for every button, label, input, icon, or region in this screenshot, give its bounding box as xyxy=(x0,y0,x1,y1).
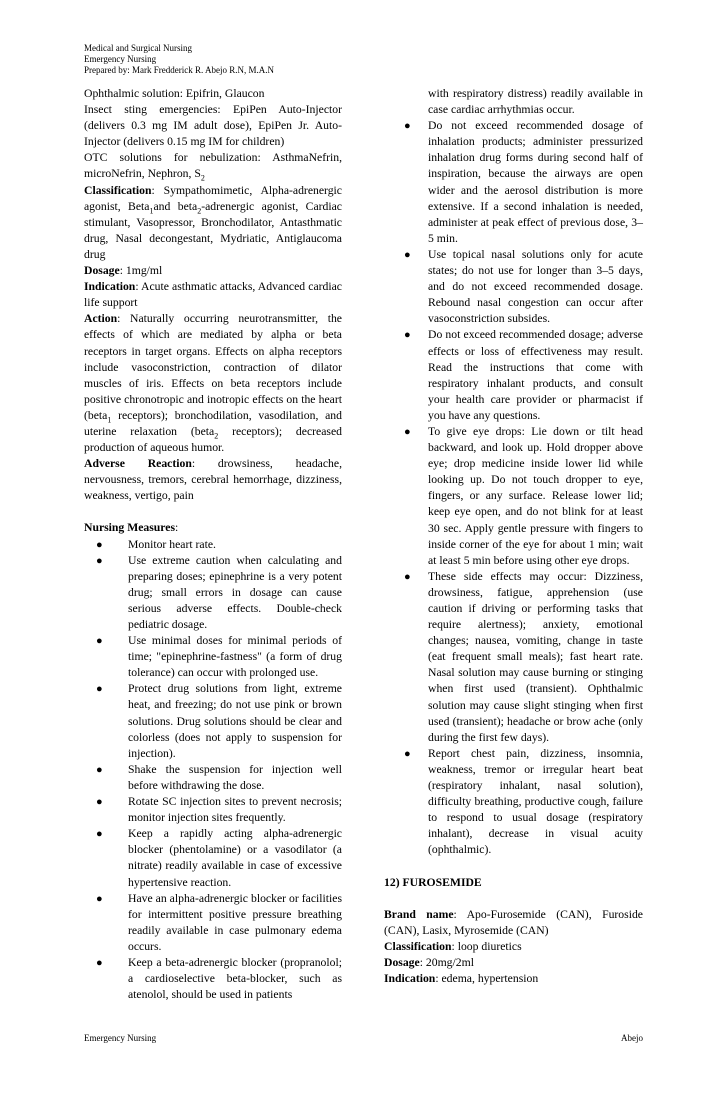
header-author: Prepared by: Mark Fredderick R. Abejo R.N, M.A.N xyxy=(84,65,274,75)
bullet-icon: ● xyxy=(404,425,411,438)
bullet-icon: ● xyxy=(96,956,103,969)
insect-sting: Insect sting emergencies: EpiPen Auto-Injector (delivers 0.3 mg IM adult dose), EpiPen Jr. Auto-Injector (delivers 0.15 mg IM for children) xyxy=(84,103,342,149)
page-footer xyxy=(84,1033,643,1043)
list-item: ● Monitor heart rate. xyxy=(84,537,342,553)
list-item: ● Use extreme caution when calculating and preparing doses; epinephrine is a very potent drug; small errors in dosage can cause serious adverse effects. Double-check pediatric dosage. xyxy=(96,553,342,631)
action-paragraph: Action: Naturally occurring neurotransmitter, the effects of which are mediated by alpha or beta receptors in target organs. Effects on alpha receptors include vasoconstriction, contraction of dilator muscles of iris. Effects on beta receptors include positive chronotropic and inotropic effects on the heart (beta$_1$ receptors); bronchodilation, vasodilation, and uterine relaxation (beta$_2$ receptors); decreased production of aqueous humor. xyxy=(84,312,342,455)
classification-paragraph: Classification: Sympathomimetic, Alpha-adrenergic agonist, Beta$_1$and beta$_2$-adrenergic agonist, Cardiac stimulant, Vasopressor, Bronchodilator, Antasthmatic drug, Nasal decongestant, Mydriatic, Antiglaucoma drug xyxy=(84,183,342,261)
list-item: ● Keep a beta-adrenergic blocker (propranolol; a cardioselective beta-blocker, such as atenolol, should be used in patients xyxy=(96,955,342,1002)
list-item: ● Do not exceed recommended dosage of inhalation products; administer pressurized inhalation drug forms during second half of inspiration, because the airways are open wider and the aerosol distribution is more extensive. If a second inhalation is needed, administer at peak effect of previous dose, 3–5 min. xyxy=(404,119,643,245)
otc-solutions: OTC solutions for nebulization: AsthmaNefrin, microNefrin, Nephron, $S_2$ xyxy=(84,151,342,183)
list-item: ● Report chest pain, dizziness, insomnia, weakness, tremor or irregular heart beat (respiratory inhalant, nasal solution), difficulty breathing, productive cough, failure to respond to usual dosage (respiratory inhalant), decrease in visual acuity (ophthalmic). xyxy=(404,746,643,857)
adverse-paragraph: Adverse Reaction: drowsiness, headache, nervousness, tremors, cerebral hemorrhage, dizziness, weakness, vertigo, pain xyxy=(84,457,342,503)
ophthalmic-solution: Ophthalmic solution: Epifrin, Glaucon xyxy=(84,87,265,100)
right-column xyxy=(384,86,643,987)
bullet-icon: ● xyxy=(404,747,411,760)
indication-paragraph: Indication: Acute asthmatic attacks, Advanced cardiac life support xyxy=(84,280,342,310)
left-column xyxy=(84,86,342,1003)
bullet-icon: ● xyxy=(96,763,103,776)
list-item: ● Protect drug solutions from light, extreme heat, and freezing; do not use pink or brown solutions. Drug solutions should be clear and colorless (does not apply to suspension for injection). xyxy=(96,682,342,760)
list-item: ● Keep a rapidly acting alpha-adrenergic blocker (phentolamine) or a vasodilator (a nitrate) readily available in case of excessive hypertensive reaction. xyxy=(96,827,342,889)
list-item-continuation: with respiratory distress) readily available in case cardiac arrhythmias occur. xyxy=(428,87,643,117)
bullet-icon: ● xyxy=(96,554,103,567)
bullet-icon: ● xyxy=(404,570,411,583)
brand-name-paragraph: Brand name: Apo-Furosemide (CAN), Furoside (CAN), Lasix, Myrosemide (CAN) xyxy=(384,907,643,937)
furosemide-dosage: Dosage: 20mg/2ml xyxy=(384,955,474,969)
bullet-icon: ● xyxy=(96,683,103,696)
list-item: ● Use topical nasal solutions only for acute states; do not use for longer than 3–5 days, and do not exceed recommended dosage. Rebound nasal congestion can occur after vasoconstriction subsides. xyxy=(404,247,643,326)
furosemide-classification: Classification: loop diuretics xyxy=(384,939,522,953)
header-course: Medical and Surgical Nursing xyxy=(84,43,193,53)
bullet-icon: ● xyxy=(96,538,103,551)
nursing-measures-heading: Nursing Measures: xyxy=(84,521,179,535)
bullet-icon: ● xyxy=(96,892,103,905)
nursing-measures-list-continued xyxy=(384,118,643,858)
furosemide-indication: Indication: edema, hypertension xyxy=(384,971,539,985)
list-item: ● Shake the suspension for injection well before withdrawing the dose. xyxy=(96,762,342,792)
bullet-icon: ● xyxy=(404,248,411,261)
dosage-paragraph: Dosage: 1mg/ml xyxy=(84,264,163,278)
list-item: ● Do not exceed recommended dosage; adverse effects or loss of effectiveness may result. Read the instructions that come with respiratory inhalant products, and consult your health care provider or pharmacist if you have any questions. xyxy=(404,328,643,422)
list-item: ● Rotate SC injection sites to prevent necrosis; monitor injection sites frequently. xyxy=(96,795,342,825)
bullet-icon: ● xyxy=(404,329,411,342)
footer-right: Abejo xyxy=(621,1033,643,1043)
list-item: ● These side effects may occur: Dizziness, drowsiness, fatigue, apprehension (use caution if driving or performing tasks that require alertness); anxiety, emotional changes; nausea, vomiting, change in taste (eat frequent small meals); fast heart rate. Nasal solution may cause burning or stinging when first used (transient). Ophthalmic solution may cause slight stinging when first used (transient); headache or brow ache (only during the first few days). xyxy=(404,569,643,744)
footer-left: Emergency Nursing xyxy=(84,1033,157,1043)
list-item: ● Have an alpha-adrenergic blocker or facilities for intermittent positive pressure breathing readily available in case pulmonary edema occurs. xyxy=(96,891,342,953)
bullet-icon: ● xyxy=(96,828,103,841)
page-header xyxy=(84,43,274,76)
section-title: 12) FUROSEMIDE xyxy=(384,875,482,889)
bullet-icon: ● xyxy=(96,635,103,648)
nursing-measures-list xyxy=(84,537,342,1004)
bullet-icon: ● xyxy=(404,120,411,133)
header-topic: Emergency Nursing xyxy=(84,54,157,64)
list-item: ● Use minimal doses for minimal periods of time; "epinephrine-fastness" (a form of drug tolerance) can occur with prolonged use. xyxy=(96,634,342,680)
list-item: ● To give eye drops: Lie down or tilt head backward, and look up. Hold dropper above eye; drop medicine inside lower lid while looking up. Do not touch dropper to eye, fingers, or any surface. Release lower lid; keep eye open, and do not blink for at least 30 sec. Apply gentle pressure with fingers to inside corner of the eye for about 1 min; wait at least 5 min before using other eye drops. xyxy=(404,424,643,567)
bullet-icon: ● xyxy=(96,796,103,809)
